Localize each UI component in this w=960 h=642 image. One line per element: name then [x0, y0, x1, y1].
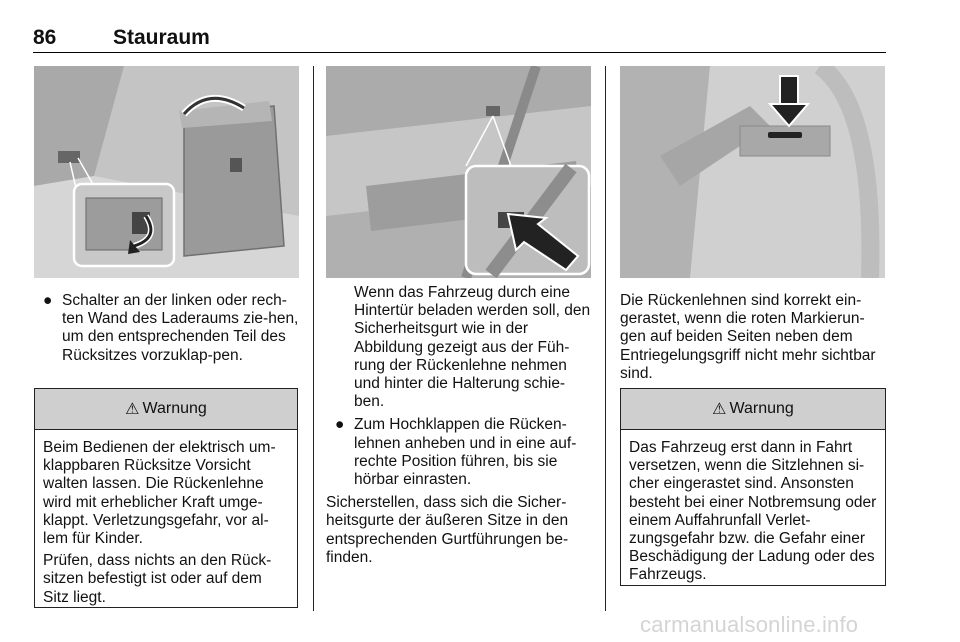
watermark: carmanualsonline.info: [640, 612, 859, 637]
warning-header: [35, 389, 297, 430]
body-paragraph: Sicherstellen, dass sich die Sicher-heitsgurte der äußeren Sitze in den entsprechenden Gurtführungen be-finden.: [326, 494, 569, 566]
column-divider-2: [605, 66, 606, 611]
warning-box: [34, 388, 298, 608]
warning-icon: ⚠: [712, 401, 727, 418]
list-item: [326, 416, 591, 489]
seatbelt-holder-illustration: [326, 66, 591, 278]
warning-box: [620, 388, 886, 586]
warning-header: [621, 389, 885, 430]
bullet-icon: ●: [335, 416, 345, 434]
rear-seat-release-illustration: [34, 66, 299, 278]
warning-icon: ⚠: [125, 401, 140, 418]
list-item: [34, 292, 299, 365]
warning-paragraph: Beim Bedienen der elektrisch um-klappbaren Rücksitze Vorsicht walten lassen. Die Rückenlehne wird mit erheblicher Kraft umge-klappt. Verletzungsgefahr, vor al-lem für Kinder.: [43, 439, 276, 548]
column-2-text: [326, 284, 591, 567]
instruction-text: Zum Hochklappen die Rücken-lehnen anheben und in eine auf-rechte Position führen, bis sie hörbar einrasten.: [354, 416, 577, 489]
page-number: 86: [33, 26, 57, 49]
body-paragraph: Die Rückenlehnen sind korrekt ein-gerastet, wenn die roten Markierun-gen auf beiden Seiten neben dem Entriegelungsgriff nicht mehr sichtbar sind.: [620, 292, 876, 382]
instruction-text: Schalter an der linken oder rech-ten Wand des Laderaums zie-hen, um den entsprechenden Teil des Rücksitzes vorzuklap-pen.: [62, 292, 299, 364]
warning-heading: Warnung: [729, 400, 794, 417]
bullet-icon: ●: [43, 292, 53, 309]
backrest-lock-indicator-illustration: [620, 66, 885, 278]
warning-body: [35, 430, 297, 607]
page-title: Stauraum: [113, 26, 210, 49]
warning-paragraph: Das Fahrzeug erst dann in Fahrt versetzen, wenn die Sitzlehnen si-cher eingerastet sind. Ansonsten besteht bei einer Notbremsung oder einem Auffahrunfall Verlet-zungsgefahr bzw. die Gefahr einer Beschädigung der Ladung oder des Fahrzeugs.: [629, 439, 877, 584]
warning-heading: Warnung: [142, 400, 207, 417]
warning-body: [621, 430, 885, 585]
column-divider-1: [313, 66, 314, 611]
column-1-text: [34, 292, 299, 365]
intro-paragraph: Wenn das Fahrzeug durch eine Hintertür beladen werden soll, den Sicherheitsgurt wie in der Abbildung gezeigt aus der Füh-rung der Rückenlehne nehmen und hinter die Halterung schie-ben.: [354, 284, 591, 411]
column-3-text: [620, 292, 890, 383]
page-header: [33, 26, 886, 53]
warning-paragraph: Prüfen, dass nichts an den Rück-sitzen befestigt ist oder auf dem Sitz liegt.: [43, 552, 272, 606]
